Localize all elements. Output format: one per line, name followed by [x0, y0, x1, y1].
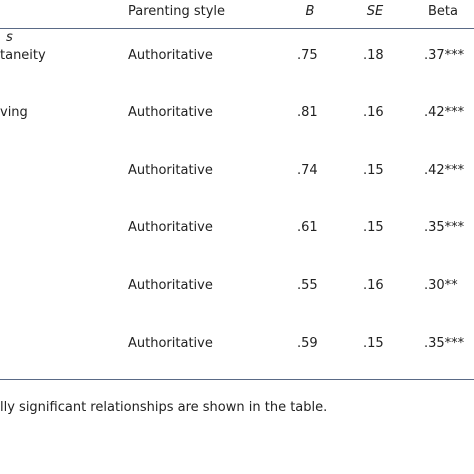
b-cell: .59 — [297, 336, 318, 351]
table-bottom-rule — [0, 379, 474, 380]
header-rule — [0, 28, 474, 29]
parenting-style-cell: Authoritative — [128, 163, 213, 178]
parenting-style-cell: Authoritative — [128, 220, 213, 235]
beta-cell: .30** — [424, 278, 458, 293]
parenting-style-cell: Authoritative — [128, 105, 213, 120]
b-cell: .61 — [297, 220, 318, 235]
se-cell: .18 — [363, 48, 384, 63]
row-label-fragment: ving — [0, 105, 28, 120]
beta-cell: .42*** — [424, 163, 465, 178]
parenting-style-cell: Authoritative — [128, 48, 213, 63]
se-cell: .16 — [363, 105, 384, 120]
parenting-style-cell: Authoritative — [128, 278, 213, 293]
beta-cell: .35*** — [424, 336, 465, 351]
beta-cell: .37*** — [424, 48, 465, 63]
b-cell: .74 — [297, 163, 318, 178]
parenting-style-cell: Authoritative — [128, 336, 213, 351]
b-cell: .81 — [297, 105, 318, 120]
se-cell: .15 — [363, 163, 384, 178]
se-cell: .16 — [363, 278, 384, 293]
header-beta: Beta — [428, 4, 458, 19]
se-cell: .15 — [363, 336, 384, 351]
beta-cell: .35*** — [424, 220, 465, 235]
se-cell: .15 — [363, 220, 384, 235]
table-footnote: lly significant relationships are shown in the table. — [0, 400, 328, 415]
b-cell: .75 — [297, 48, 318, 63]
row-label-fragment: s — [6, 30, 13, 45]
row-label-fragment: taneity — [0, 48, 46, 63]
header-b: B — [305, 4, 315, 19]
header-se: SE — [366, 4, 384, 19]
b-cell: .55 — [297, 278, 318, 293]
beta-cell: .42*** — [424, 105, 465, 120]
header-parenting-style: Parenting style — [128, 4, 226, 19]
